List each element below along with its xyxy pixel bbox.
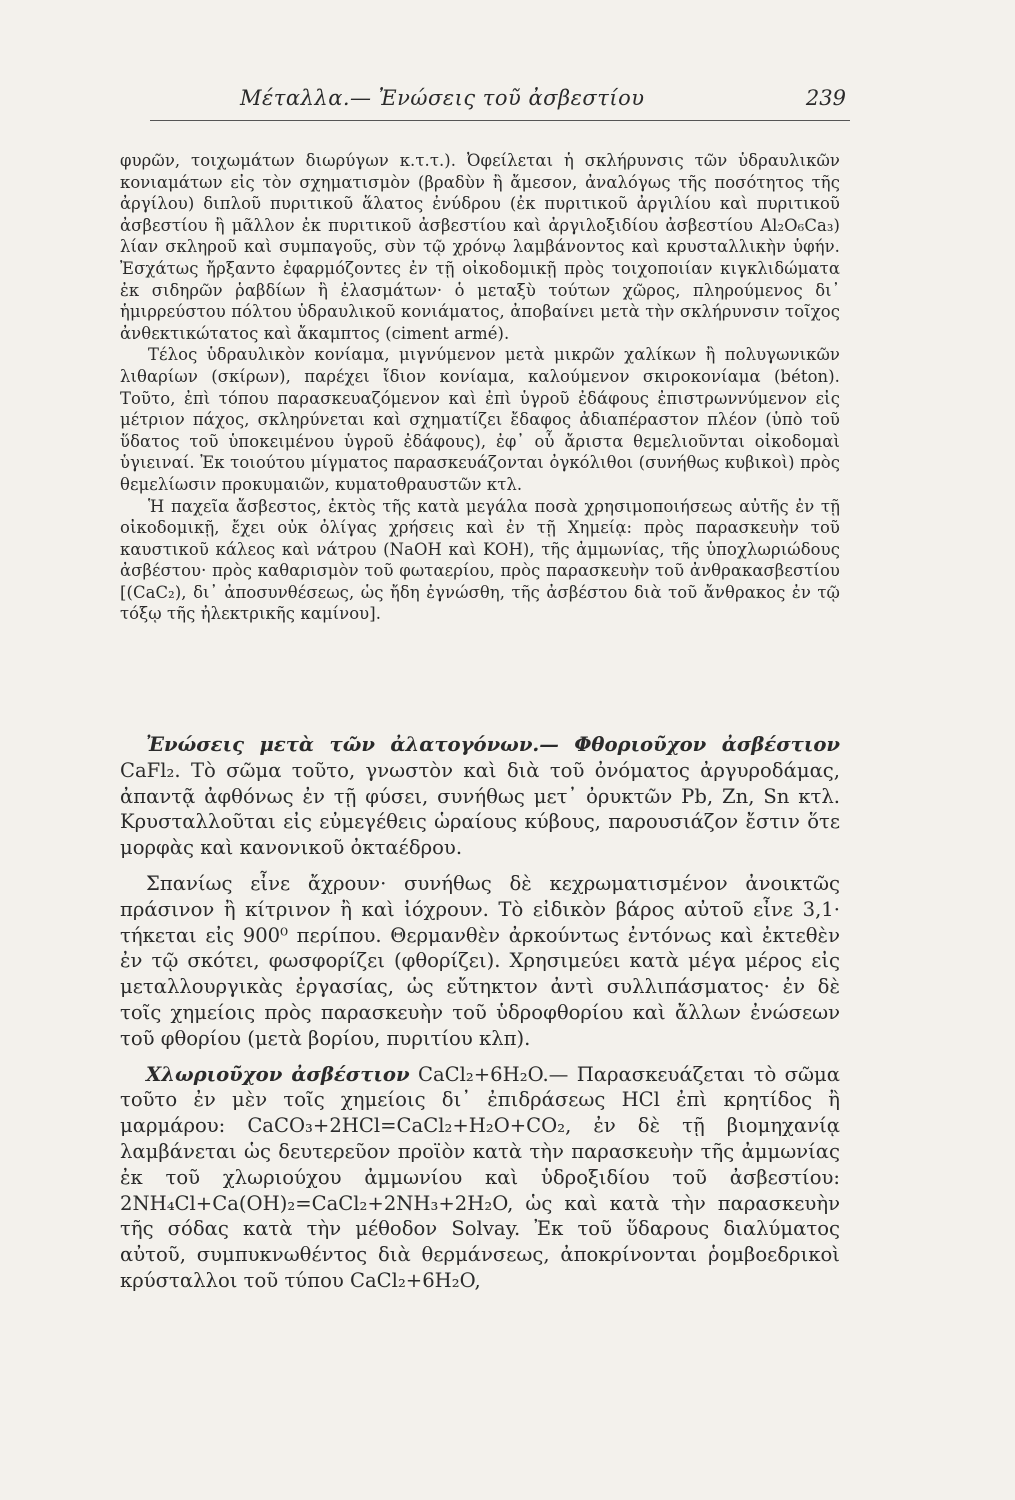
paragraph-calcium-fluoride — [120, 732, 840, 861]
paragraph-body: Σπανίως εἶνε ἄχρουν· συνήθως δὲ κεχρωματισμένον ἀνοικτῶς πράσινον ἢ κίτρινον ἢ καὶ ἰόχρουν. Τὸ εἰδικὸν βάρος αὐτοῦ εἶνε 3,1· τήκεται εἰς 900⁰ περίπου. Θερμανθὲν ἀρκούντως ἐντόνως καὶ ἐκτεθὲν ἐν τῷ σκότει, φωσφορίζει (φθορίζει). Χρησιμεύει κατὰ μέγα μέρος εἰς μεταλλουργικὰς ἐργασίας, ὡς εὔτηκτον ἀντὶ συλλιπάσματος· ἐν δὲ τοῖς χημείοις πρὸς παρασκευὴν τοῦ ὑδροφθορίου καὶ ἄλλων ἐνώσεων τοῦ φθορίου (μετὰ βορίου, πυριτίου κλπ). — [120, 871, 840, 1050]
paragraph: Τέλος ὑδραυλικὸν κονίαμα, μιγνύμενον μετὰ μικρῶν χαλίκων ἢ πολυγωνικῶν λιθαρίων (σκίρων), παρέχει ἴδιον κονίαμα, καλούμενον σκιροκονίαμα (béton). Τοῦτο, ἐπὶ τόπου παρασκευαζόμενον καὶ ἐπὶ ὑγροῦ ἐδάφους ἐπιστρωννύμενον εἰς μέτριον πάχος, σκληρύνεται καὶ σχηματίζει ἔδαφος ἀδιαπέραστον πλέον (ὑπὸ τοῦ ὕδατος τοῦ ὑποκειμένου ὑγροῦ ἐδάφους), ἐφ᾽ οὗ ἄριστα θεμελιοῦνται οἰκοδομαὶ ὑγιειναί. Ἐκ τοιούτου μίγματος παρασκευάζονται ὀγκόλιθοι (συνήθως κυβικοὶ) πρὸς θεμελίωσιν προκυμαιῶν, κυματοθραυστῶν κτλ. — [120, 345, 840, 494]
paragraph: φυρῶν, τοιχωμάτων διωρύγων κ.τ.τ.). Ὀφείλεται ἡ σκλήρυνσις τῶν ὑδραυλικῶν κονιαμάτων εἰς τὸν σχηματισμὸν (βραδὺν ἢ ἄμεσον, ἀναλόγως τῆς ποσότητος τῆς ἀργίλου) διπλοῦ πυριτικοῦ ἅλατος ἐνύδρου (ἐκ πυριτικοῦ ἀργιλίου καὶ πυριτικοῦ ἀσβεστίου ἢ μᾶλλον ἐκ πυριτικοῦ ἀσβεστίου καὶ ἀργιλοξιδίου ἀσβεστίου Al₂O₆Ca₃) λίαν σκληροῦ καὶ συμπαγοῦς, σὺν τῷ χρόνῳ λαμβάνοντος καὶ κρυσταλλικὴν ὑφήν. Ἐσχάτως ἤρξαντο ἐφαρμόζοντες ἐν τῇ οἰκοδομικῇ πρὸς τοιχοποιίαν κιγκλιδώματα ἐκ σιδηρῶν ῥαβδίων ἢ ἐλασμάτων· ὁ μεταξὺ τούτων χῶρος, πληρούμενος δι᾽ ἡμιρρεύστου πόλτου ὑδραυλικοῦ κονιάματος, ἀποβαίνει μετὰ τὴν σκλήρυνσιν τοῖχος ἀνθεκτικώτατος καὶ ἄκαμπτος (ciment armé). — [120, 151, 840, 343]
paragraph-calcium-chloride — [120, 1062, 840, 1294]
paragraph: Ἡ παχεῖα ἄσβεστος, ἐκτὸς τῆς κατὰ μεγάλα ποσὰ χρησιμοποιήσεως αὐτῆς ἐν τῇ οἰκοδομικῇ, ἔχει οὐκ ὀλίγας χρήσεις καὶ ἐν τῇ Χημείᾳ: πρὸς παρασκευὴν τοῦ καυστικοῦ κάλεος καὶ νάτρου (NaOH καὶ KOH), τῆς ἀμμωνίας, τῆς ὑποχλωριώδους ἀσβέστου· πρὸς καθαρισμὸν τοῦ φωταερίου, πρὸς παρασκευὴν τοῦ ἀνθρακασβεστίου [(CaC₂), δι᾽ ἀποσυνθέσεως, ὡς ἤδη ἐγνώσθη, τῆς ἀσβέστου διὰ τοῦ ἄνθρακος ἐν τῷ τόξῳ τῆς ἠλεκτρικῆς καμίνου]. — [120, 496, 840, 624]
small-print-section — [120, 150, 840, 625]
paragraph-body: CaFl₂. Τὸ σῶμα τοῦτο, γνωστὸν καὶ διὰ τοῦ ὀνόματος ἀργυροδάμας, ἀπαντᾷ ἀφθόνως ἐν τῇ φύσει, συνήθως μετ᾽ ὀρυκτῶν Pb, Zn, Sn κτλ. Κρυσταλλοῦται εἰς εὐμεγέθεις ὡραίους κύβους, παρουσιάζον ἔστιν ὅτε μορφὰς καὶ κανονικοῦ ὀκταέδρου. — [120, 758, 840, 860]
running-header — [150, 80, 850, 121]
main-text-section — [120, 732, 840, 1294]
paragraph-properties — [120, 871, 840, 1052]
section-heading: Χλωριοῦχον ἀσβέστιον — [146, 1062, 410, 1086]
paragraph-body: CaCl₂+6H₂O.— Παρασκευάζεται τὸ σῶμα τοῦτο ἐν μὲν τοῖς χημείοις δι᾽ ἐπιδράσεως HCl ἐπὶ κρητίδος ἢ μαρμάρου: CaCO₃+2HCl=CaCl₂+H₂O+CO₂, ἐν δὲ τῇ βιομηχανίᾳ λαμβάνεται ὡς δευτερεῦον προϊὸν κατὰ τὴν παρασκευὴν τῆς ἀμμωνίας ἐκ τοῦ χλωριούχου ἀμμωνίου καὶ ὑδροξιδίου τοῦ ἀσβεστίου: 2NH₄Cl+Ca(OH)₂=CaCl₂+2NH₃+2H₂O, ὡς καὶ κατὰ τὴν παρασκευὴν τῆς σόδας κατὰ τὴν μέθοδον Solvay. Ἐκ τοῦ ὕδαρους διαλύματος αὐτοῦ, συμπυκνωθέντος διὰ θερμάνσεως, ἀποκρίνονται ῥομβοεδρικοὶ κρύσταλλοι τοῦ τύπου CaCl₂+6H₂O, — [120, 1062, 840, 1292]
page-number: 239 — [805, 86, 846, 110]
section-heading: Ἐνώσεις μετὰ τῶν ἀλατογόνων.— Φθοριοῦχον ἀσβέστιον — [146, 733, 840, 756]
header-title: Μέταλλα.— Ἐνώσεις τοῦ ἀσβεστίου — [240, 86, 645, 110]
